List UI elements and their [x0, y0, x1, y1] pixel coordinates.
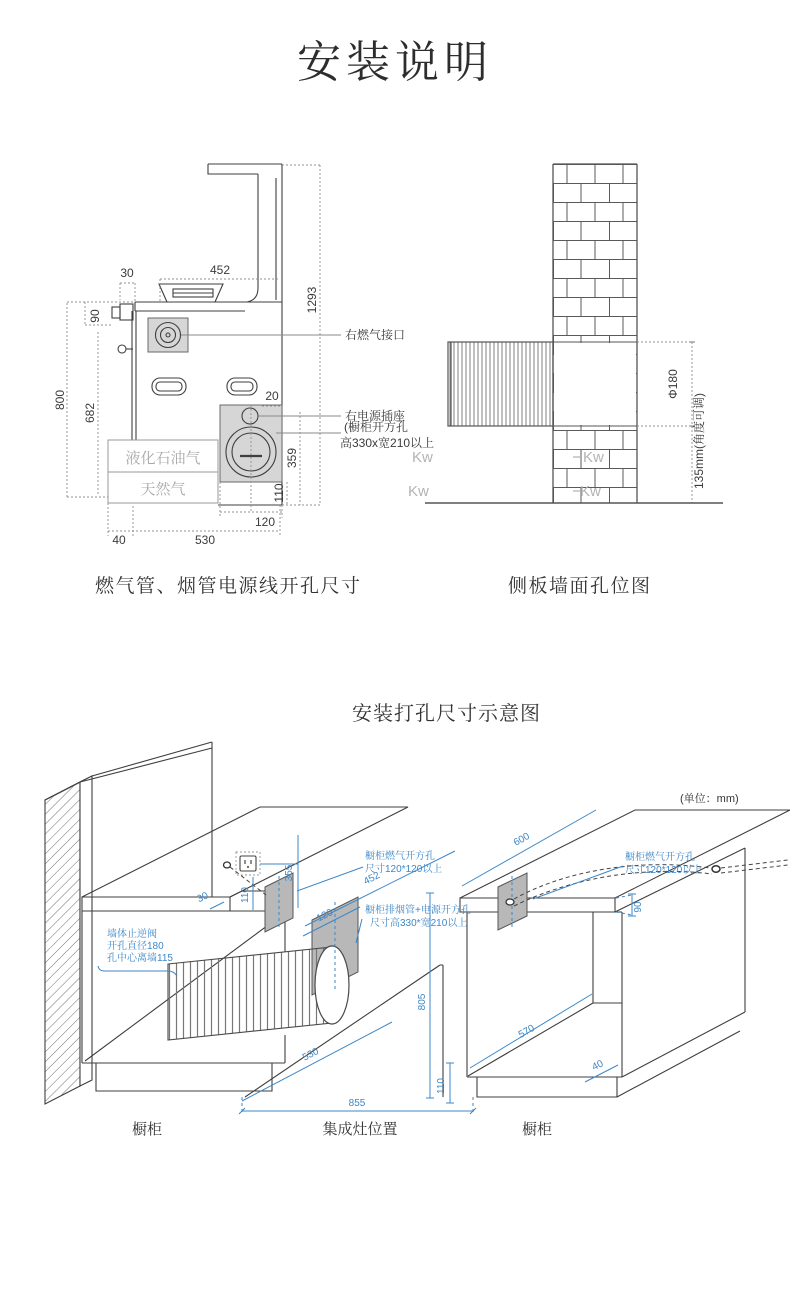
- dim-base-left: 40: [112, 533, 126, 547]
- duct-power-note-1: 橱柜排烟管+电源开方孔: [365, 905, 471, 916]
- kw-watermark: Kw: [412, 449, 433, 466]
- dim-base-width: 530: [194, 533, 216, 547]
- iso-view-diagram: [40, 740, 790, 1160]
- dim-worktop-thickness: 90: [633, 901, 644, 913]
- lpg-label: 液化石油气: [125, 450, 201, 467]
- gas-type-box: [108, 440, 218, 503]
- natural-gas-label: 天然气: [140, 481, 186, 498]
- caption-right-cabinet: 橱柜: [521, 1121, 553, 1138]
- gas-hole-right: [506, 899, 514, 905]
- dim-right-depth: 570: [516, 1022, 537, 1041]
- iso-view-title: 安装打孔尺寸示意图: [352, 703, 541, 725]
- side-view-diagram: [405, 150, 735, 570]
- dim-worktop-edge: 90: [88, 309, 102, 323]
- side-view-dimensions: [637, 342, 706, 503]
- dim-socket-offset-iso: 110: [240, 887, 251, 903]
- gas-hole-note-right-2: 尺寸120*120以上: [625, 865, 703, 876]
- wall-valve-note-1: 墙体止逆阀: [107, 929, 157, 940]
- unit-note: (单位：mm): [680, 793, 739, 805]
- front-view-diagram: [53, 150, 435, 580]
- kw-watermark: Kw: [408, 483, 429, 500]
- dim-plinth-height: 110: [436, 1078, 447, 1094]
- kw-watermark: Kw: [580, 483, 601, 500]
- dim-top-width: 452: [209, 263, 231, 277]
- dim-right-top-width: 600: [511, 830, 532, 849]
- caption-stove-slot: 集成灶位置: [322, 1121, 398, 1138]
- power-outlet-icon: [236, 852, 260, 875]
- dim-duct-hole-offset: 120: [314, 907, 335, 925]
- dim-total-height: 1293: [305, 286, 319, 314]
- duct-power-note-2: 尺寸高330*宽210以上: [370, 918, 468, 929]
- side-view-caption: 侧板墙面孔位图: [508, 576, 652, 597]
- dim-body-height: 800: [53, 389, 67, 411]
- dim-counter-height: 805: [417, 993, 428, 1011]
- gas-port-label: 右燃气接口: [345, 328, 406, 342]
- dim-outlet-height: 359: [285, 447, 299, 469]
- hatched-wall: [45, 742, 212, 1104]
- dim-slot-depth: 530: [300, 1046, 321, 1064]
- duct-end-opening: [315, 946, 349, 1024]
- dim-gas-port-height: 682: [83, 402, 97, 424]
- dim-worktop-setback: 30: [195, 890, 211, 906]
- gas-hole-note-left-1: 橱柜燃气开方孔: [365, 851, 435, 862]
- cabinet-hole-label-2: 高330x宽210以上: [340, 436, 435, 450]
- dim-plinth-depth: 40: [590, 1058, 606, 1074]
- wall-valve-note-3: 孔中心离墙115: [107, 953, 173, 964]
- dim-socket-height: 355: [284, 864, 295, 882]
- page-title: 安装说明: [297, 38, 493, 87]
- wall-valve-note-2: 开孔直径180: [107, 941, 164, 952]
- iso-flex-duct: [168, 946, 349, 1040]
- power-socket-label: 右电源插座: [345, 409, 406, 423]
- dim-hole-diameter: Φ180: [666, 369, 680, 399]
- caption-left-cabinet: 橱柜: [131, 1121, 163, 1138]
- dim-slot-width: 855: [348, 1098, 366, 1109]
- flex-duct: [448, 342, 553, 426]
- front-view-caption: 燃气管、烟管电源线开孔尺寸: [95, 576, 362, 597]
- iso-captions: [132, 1120, 552, 1138]
- gas-hole-note-left-2: 尺寸120*120以上: [365, 864, 443, 875]
- dim-left-gap: 30: [120, 266, 134, 280]
- cabinet-hole-label-1: (橱柜开方孔: [344, 420, 408, 434]
- dim-height-note: 135mm(角度可调): [692, 392, 706, 490]
- dim-outlet-width: 120: [254, 515, 276, 529]
- front-view-callouts: [181, 327, 434, 450]
- dim-gas-hole-span: 452: [361, 870, 382, 888]
- dim-socket-offset: 20: [265, 389, 279, 403]
- kw-watermark: Kw: [583, 449, 604, 466]
- gas-hole-note-right-1: 橱柜燃气开方孔: [625, 852, 695, 863]
- gas-pipe-end: [712, 866, 720, 872]
- dim-outlet-bottom: 110: [272, 483, 286, 503]
